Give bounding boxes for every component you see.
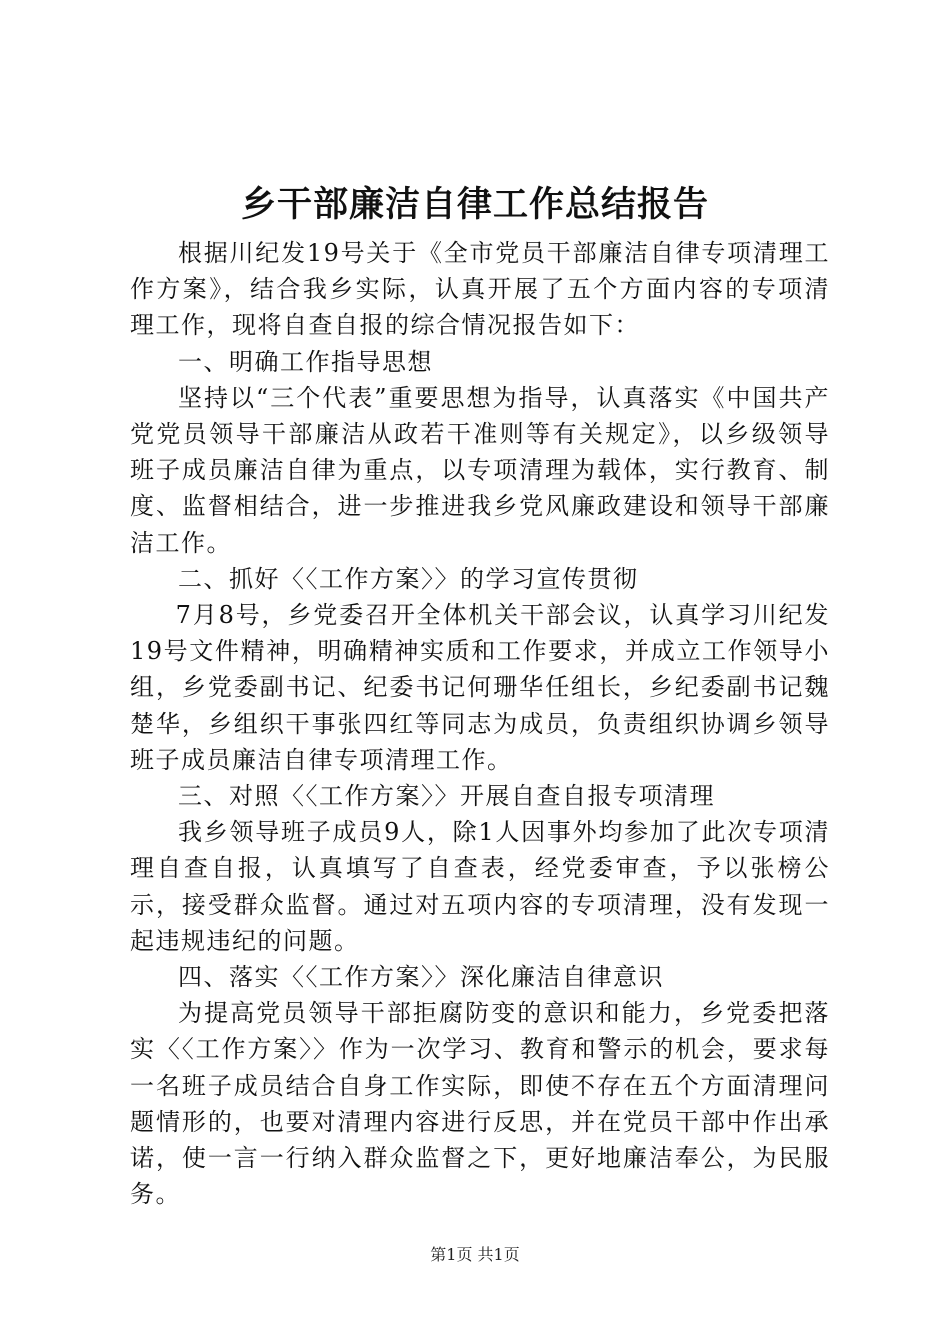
paragraph-section-1: 坚持以“三个代表”重要思想为指导，认真落实《中国共产党党员领导干部廉洁从政若干准则等有关规定》，以乡级领导班子成员廉洁自律为重点，以专项清理为载体，实行教育、制度、监督相结合，进一步推进我乡党风廉政建设和领导干部廉洁工作。 (130, 383, 830, 557)
paragraph-section-3: 我乡领导班子成员9人，除1人因事外均参加了此次专项清理自查自报，认真填写了自查表，经党委审查，予以张榜公示，接受群众监督。通过对五项内容的专项清理，没有发现一起违规违纪的问题。 (130, 818, 830, 955)
section-heading-4: 四、落实〈〈工作方案〉〉深化廉洁自律意识 (178, 963, 664, 992)
page-footer: 第1页 共1页 (430, 1245, 520, 1264)
section-heading-1: 一、明确工作指导思想 (178, 347, 433, 376)
document-title: 乡干部廉洁自律工作总结报告 (240, 185, 709, 225)
document-body (130, 235, 830, 1212)
paragraph-section-2: 7月8号，乡党委召开全体机关干部会议，认真学习川纪发19号文件精神，明确精神实质和工作要求，并成立工作领导小组，乡党委副书记、纪委书记何珊华任组长，乡纪委副书记魏楚华，乡组织干事张四红等同志为成员，负责组织协调乡领导班子成员廉洁自律专项清理工作。 (130, 601, 830, 774)
paragraph-section-4: 为提高党员领导干部拒腐防变的意识和能力，乡党委把落实〈〈工作方案〉〉作为一次学习、教育和警示的机会，要求每一名班子成员结合自身工作实际，即使不存在五个方面清理问题情形的，也要对清理内容进行反思，并在党员干部中作出承诺，使一言一行纳入群众监督之下，更好地廉洁奉公，为民服务。 (130, 999, 830, 1209)
paragraph-intro: 根据川纪发19号关于《全市党员干部廉洁自律专项清理工作方案》，结合我乡实际，认真开展了五个方面内容的专项清理工作，现将自查自报的综合情况报告如下： (130, 239, 830, 340)
section-heading-3: 三、对照〈〈工作方案〉〉开展自查自报专项清理 (178, 782, 715, 811)
section-heading-2: 二、抓好〈〈工作方案〉〉的学习宣传贯彻 (178, 564, 639, 593)
